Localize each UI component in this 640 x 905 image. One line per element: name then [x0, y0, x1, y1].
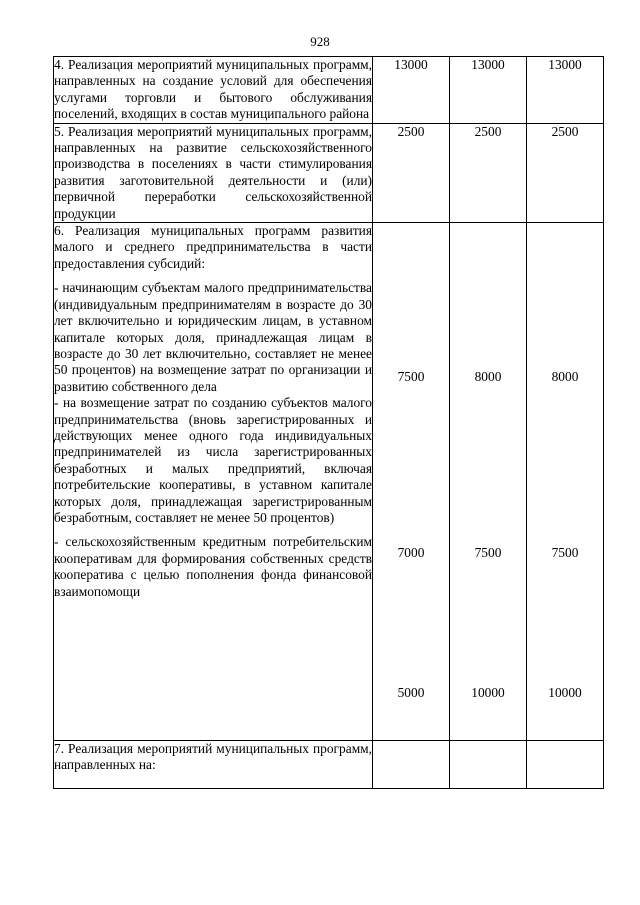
- value-year-3: [527, 741, 604, 789]
- value-year-1: [373, 741, 450, 789]
- subitem-text: - начинающим субъектам малого предпринимательства (индивидуальным предпринимателям в возрасте до 30 лет включительно и юридическим лицам, в уставном капитале которых доля, принадлежащая лицам в возрасте до 30 лет включительно, составляет не менее 50 процентов) на возмещение затрат по организации и развитию собственного дела: [54, 280, 372, 394]
- row-text: 5. Реализация мероприятий муниципальных программ, направленных на развитие сельскохозяйственного производства в поселениях в части стимулирования развития заготовительной деятельности и (или) первичной переработки сельскохозяйственной продукции: [54, 123, 372, 221]
- values-year-3: [527, 223, 604, 741]
- subitem-value: 7500: [397, 369, 425, 385]
- subitem-value: 7500: [474, 545, 502, 561]
- row-text: 6. Реализация муниципальных программ развития малого и среднего предпринимательства в части предоставления субсидий:: [54, 223, 372, 271]
- value-year-3: 13000: [527, 57, 604, 124]
- value-year-2: [450, 741, 527, 789]
- value-year-2: 2500: [450, 123, 527, 222]
- subitem-value: 7000: [397, 545, 425, 561]
- table-row: [54, 57, 604, 124]
- budget-table: [53, 56, 604, 789]
- value-year-3: 2500: [527, 123, 604, 222]
- row-text: 4. Реализация мероприятий муниципальных программ, направленных на создание условий для обеспечения услугами торговли и бытового обслуживания поселений, входящих в состав муниципального района: [54, 57, 372, 122]
- subitem-value: 7500: [551, 545, 579, 561]
- value-year-2: 13000: [450, 57, 527, 124]
- row-description: [54, 57, 373, 124]
- row-description: [54, 223, 373, 741]
- table-row: [54, 123, 604, 222]
- values-year-2: [450, 223, 527, 741]
- page-number: 928: [310, 34, 330, 49]
- row-description: [54, 123, 373, 222]
- subitem-value: 8000: [474, 369, 502, 385]
- value-year-1: 2500: [373, 123, 450, 222]
- subitem-value: 8000: [551, 369, 579, 385]
- values-year-1: [373, 223, 450, 741]
- subitem-value: 5000: [397, 685, 425, 701]
- row-description: [54, 741, 373, 789]
- subitem-value: 10000: [471, 685, 505, 701]
- subitem-value: 10000: [548, 685, 582, 701]
- value-year-1: 13000: [373, 57, 450, 124]
- table-row: [54, 223, 604, 741]
- subitem-text: - сельскохозяйственным кредитным потребительским кооперативам для формирования собственных средств кооператива с целью пополнения фонда финансовой взаимопомощи: [54, 534, 372, 599]
- subitem-text: - на возмещение затрат по созданию субъектов малого предпринимательства (вновь зарегистрированных и действующих менее одного года индивидуальных предпринимателей из числа зарегистрированных безработных и малых предприятий, включая потребительские кооперативы, в уставном капитале которых доля, принадлежащая зарегистрированным безработным, составляет не менее 50 процентов): [54, 395, 372, 525]
- row-text: 7. Реализация мероприятий муниципальных программ, направленных на:: [54, 741, 372, 773]
- table-row: [54, 741, 604, 789]
